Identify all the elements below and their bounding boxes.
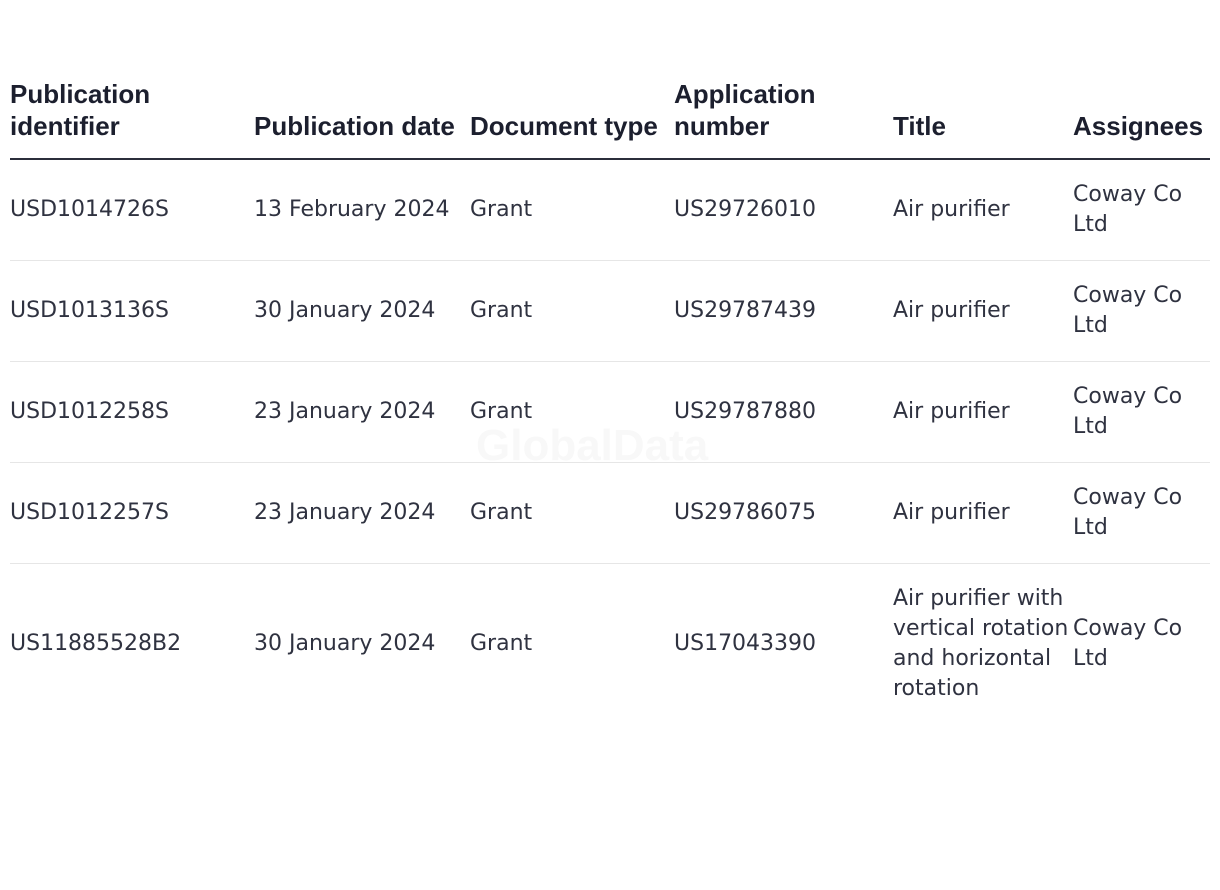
table-row xyxy=(10,463,1210,564)
cell-publication-date: 13 February 2024 xyxy=(254,159,470,261)
table-row xyxy=(10,362,1210,463)
cell-publication-date: 23 January 2024 xyxy=(254,463,470,564)
table-row xyxy=(10,159,1210,261)
cell-title: Air purifier xyxy=(893,159,1073,261)
cell-publication-date: 30 January 2024 xyxy=(254,631,436,656)
header-publication-date: Publication date xyxy=(254,78,470,159)
cell-publication-identifier: USD1012258S xyxy=(10,362,254,463)
cell-assignees: Coway Co Ltd xyxy=(1073,159,1210,261)
cell-title: Air purifier with vertical rotation and horizontal rotation xyxy=(893,586,1069,701)
cell-document-type: Grant xyxy=(470,261,674,362)
cell-title: Air purifier xyxy=(893,362,1073,463)
cell-assignees: Coway Co Ltd xyxy=(1073,261,1210,362)
cell-publication-identifier: USD1012257S xyxy=(10,463,254,564)
table-row xyxy=(10,564,1210,725)
table-row xyxy=(10,261,1210,362)
header-assignees: Assignees xyxy=(1073,78,1210,159)
cell-publication-identifier: USD1013136S xyxy=(10,261,254,362)
cell-document-type: Grant xyxy=(470,631,533,656)
cell-application-number: US29787439 xyxy=(674,261,893,362)
cell-assignees: Coway Co Ltd xyxy=(1073,463,1210,564)
cell-title: Air purifier xyxy=(893,261,1073,362)
cell-publication-identifier: USD1014726S xyxy=(10,159,254,261)
header-publication-identifier: Publication identifier xyxy=(10,78,254,159)
cell-application-number: US29726010 xyxy=(674,159,893,261)
cell-assignees: Coway Co Ltd xyxy=(1073,616,1183,671)
cell-document-type: Grant xyxy=(470,362,674,463)
cell-publication-date: 23 January 2024 xyxy=(254,362,470,463)
patent-table-container xyxy=(10,78,1210,724)
watermark-logo: GlobalData xyxy=(476,421,709,470)
cell-document-type: Grant xyxy=(470,159,674,261)
table-header-row xyxy=(10,78,1210,159)
cell-document-type: Grant xyxy=(470,463,674,564)
cell-application-number: US29786075 xyxy=(674,463,893,564)
header-application-number: Application number xyxy=(674,78,893,159)
cell-title: Air purifier xyxy=(893,463,1073,564)
header-title: Title xyxy=(893,78,1073,159)
cell-application-number: US17043390 xyxy=(674,631,817,656)
header-document-type: Document type xyxy=(470,78,674,159)
patent-table xyxy=(10,78,1210,724)
cell-application-number: US29787880 xyxy=(674,362,893,463)
cell-publication-date: 30 January 2024 xyxy=(254,261,470,362)
cell-publication-identifier: US11885528B2 xyxy=(10,631,182,656)
cell-assignees: Coway Co Ltd xyxy=(1073,362,1210,463)
